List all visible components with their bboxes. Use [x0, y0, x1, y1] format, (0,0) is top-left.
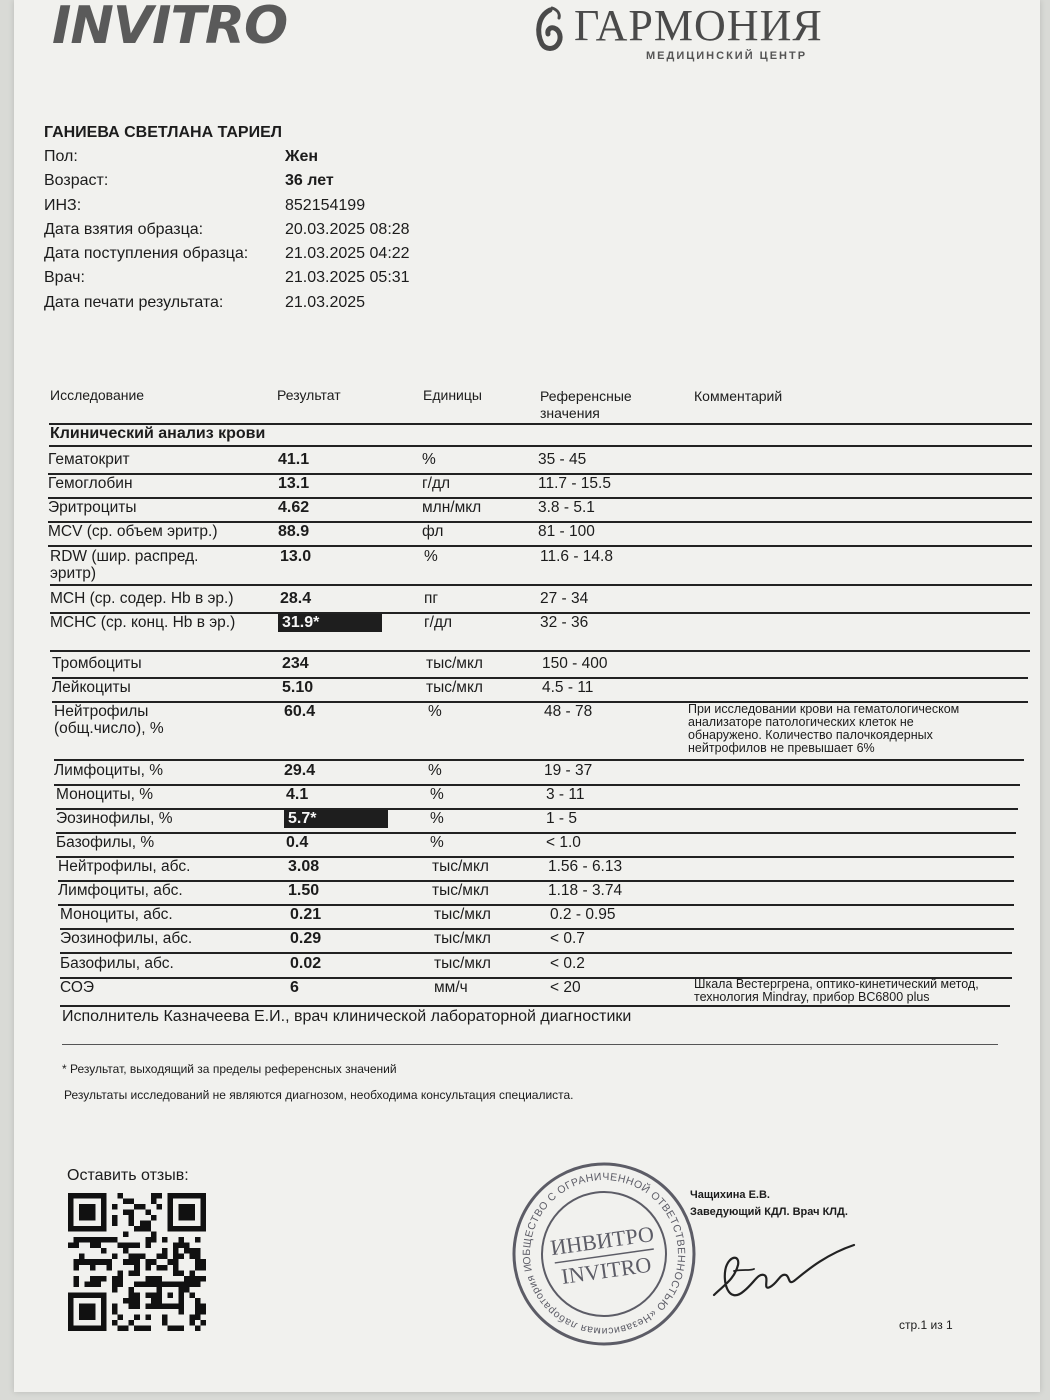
result-value: 1.50: [288, 882, 320, 899]
result-reference: < 0.2: [550, 955, 585, 972]
out-of-range-note: * Результат, выходящий за пределы референсных значений: [62, 1062, 397, 1076]
page-number: стр.1 из 1: [899, 1318, 953, 1332]
section-rule: [49, 445, 1032, 447]
result-reference: 11.6 - 14.8: [540, 548, 613, 565]
row-rule: [58, 904, 1014, 906]
result-unit: %: [428, 703, 442, 720]
result-value: 88.9: [278, 523, 310, 540]
svg-text:ОБЩЕСТВО С ОГРАНИЧЕННОЙ ОТВЕТС: [510, 1160, 698, 1348]
result-reference: 3 - 11: [546, 786, 585, 803]
result-name: Эозинофилы, абс.: [60, 930, 193, 947]
result-reference: 150 - 400: [542, 655, 608, 672]
garmonia-logo-icon: [532, 6, 568, 52]
result-unit: %: [430, 834, 444, 851]
result-value: 60.4: [284, 703, 316, 720]
result-value: 31.9*: [278, 614, 382, 632]
row-rule: [50, 584, 1032, 586]
result-name: Лимфоциты, абс.: [58, 882, 183, 899]
result-unit: мм/ч: [434, 979, 468, 996]
result-reference: 35 - 45: [538, 451, 587, 468]
result-name: Нейтрофилы, абс.: [58, 858, 191, 875]
row-rule: [52, 677, 1028, 679]
result-value: 4.1: [286, 786, 309, 803]
garmonia-logo: [532, 2, 832, 72]
row-rule: [56, 856, 1014, 858]
row-rule: [50, 650, 1030, 652]
result-value: 0.21: [290, 906, 322, 923]
review-label: Оставить отзыв:: [67, 1167, 189, 1184]
info-label: Дата взятия образца:: [44, 220, 204, 238]
result-value: 41.1: [278, 451, 310, 468]
result-name: Моноциты, абс.: [60, 906, 173, 923]
result-value: 29.4: [284, 762, 316, 779]
result-name: Базофилы, %: [56, 834, 155, 851]
info-value: Жен: [285, 148, 319, 165]
info-label: Дата поступления образца:: [44, 245, 249, 263]
signer-name: Чащихина Е.В.: [690, 1189, 770, 1201]
result-reference: 1 - 5: [546, 810, 578, 827]
result-name: Эозинофилы, %: [56, 810, 173, 827]
signer: [690, 1187, 848, 1221]
result-name: RDW (шир. распред. эритр): [50, 548, 199, 582]
invitro-logo: INVITRO: [52, 0, 288, 56]
result-name: Лимфоциты, %: [54, 762, 164, 779]
result-name: Базофилы, абс.: [60, 955, 174, 972]
result-reference: 0.2 - 0.95: [550, 906, 616, 923]
result-value: 3.08: [288, 858, 320, 875]
row-rule: [56, 808, 1018, 810]
result-unit: млн/мкл: [422, 499, 482, 516]
column-header-reference: Референсные: [540, 388, 632, 404]
result-value: 13.1: [278, 475, 310, 492]
result-name: MCH (ср. содер. Hb в эр.): [50, 590, 234, 607]
signer-title: Заведующий КДЛ. Врач КЛД.: [690, 1206, 848, 1218]
result-unit: фл: [422, 523, 444, 540]
result-value: 13.0: [280, 548, 312, 565]
result-reference: 1.18 - 3.74: [548, 882, 623, 899]
invitro-stamp: [510, 1160, 698, 1348]
result-unit: тыс/мкл: [426, 655, 483, 672]
result-unit: тыс/мкл: [434, 955, 491, 972]
info-value: 21.03.2025 05:31: [285, 269, 410, 287]
row-rule: [60, 952, 1012, 954]
info-value: 21.03.2025 04:22: [285, 245, 410, 263]
result-unit: %: [428, 762, 442, 779]
info-label: Дата печати результата:: [44, 293, 224, 311]
result-unit: %: [430, 810, 444, 827]
row-rule: [58, 880, 1014, 882]
info-label: Пол:: [44, 148, 78, 165]
result-unit: тыс/мкл: [434, 930, 491, 947]
info-value: 20.03.2025 08:28: [285, 220, 410, 238]
executor-line: Исполнитель Казначеева Е.И., врач клинической лабораторной диагностики: [62, 1008, 632, 1025]
patient-name: ГАНИЕВА СВЕТЛАНА ТАРИЕЛ: [44, 124, 282, 141]
result-value: 234: [282, 655, 309, 672]
result-reference: 81 - 100: [538, 523, 595, 540]
result-reference: 32 - 36: [540, 614, 589, 631]
executor-rule: [62, 1044, 998, 1045]
row-rule: [56, 832, 1016, 834]
result-unit: тыс/мкл: [426, 679, 483, 696]
result-name: MCV (ср. объем эритр.): [48, 523, 218, 540]
result-value: 28.4: [280, 590, 312, 607]
result-comment: При исследовании крови на гематологическом анализаторе патологических клеток не обнаружено. Количество палочкоядерных нейтрофилов не превышает 6%: [688, 702, 960, 755]
garmonia-logo-name: ГАРМОНИЯ: [574, 1, 823, 50]
qr-code-icon[interactable]: [68, 1193, 206, 1331]
result-reference: < 0.7: [550, 930, 585, 947]
result-value: 0.29: [290, 930, 322, 947]
result-name: Нейтрофилы (общ.число), %: [54, 703, 164, 737]
result-name: Моноциты, %: [56, 786, 154, 803]
result-reference: 4.5 - 11: [542, 679, 594, 696]
row-rule: [54, 759, 1024, 761]
result-value: 0.4: [286, 834, 309, 851]
result-unit: пг: [424, 590, 439, 607]
result-name: MCHC (ср. конц. Hb в эр.): [50, 614, 236, 631]
info-label: ИНЗ:: [44, 196, 82, 214]
result-unit: тыс/мкл: [432, 882, 489, 899]
result-name: Тромбоциты: [52, 655, 142, 672]
column-header-study: Исследование: [50, 387, 145, 403]
result-comment: Шкала Вестергрена, оптико-кинетический метод, технология Mindray, прибор BC6800 plus: [694, 977, 979, 1004]
info-label: Возраст:: [44, 172, 109, 190]
result-unit: %: [422, 451, 436, 468]
stamp-center-bottom: INVITRO: [559, 1251, 653, 1290]
info-value: 852154199: [285, 196, 366, 214]
result-reference: 27 - 34: [540, 590, 589, 607]
info-value: 36 лет: [285, 172, 334, 190]
result-reference: 11.7 - 15.5: [538, 475, 611, 492]
info-value: 21.03.2025: [285, 293, 366, 311]
row-rule: [54, 784, 1020, 786]
row-rule: [60, 928, 1014, 930]
result-name: СОЭ: [60, 979, 95, 996]
result-value: 6: [290, 979, 299, 996]
result-unit: тыс/мкл: [432, 858, 489, 875]
result-unit: %: [430, 786, 444, 803]
lab-report-sheet: [14, 0, 1040, 1392]
column-header-units: Единицы: [423, 387, 482, 403]
column-header-reference-line2: значения: [540, 405, 600, 421]
signature-icon: [704, 1225, 864, 1315]
row-rule: [48, 545, 1032, 547]
column-header-result: Результат: [277, 387, 341, 403]
disclaimer: Результаты исследований не являются диагнозом, необходима консультация специалиста.: [64, 1088, 574, 1102]
result-reference: 19 - 37: [544, 762, 593, 779]
result-unit: г/дл: [424, 614, 453, 631]
result-name: Лейкоциты: [52, 679, 131, 696]
result-reference: 3.8 - 5.1: [538, 499, 595, 516]
stamp-center-top: ИНВИТРО: [548, 1221, 656, 1261]
result-unit: г/дл: [422, 475, 451, 492]
garmonia-logo-subtitle: МЕДИЦИНСКИЙ ЦЕНТР: [646, 50, 808, 62]
result-reference: < 1.0: [546, 834, 581, 851]
result-name: Гематокрит: [48, 451, 130, 468]
section-title: Клинический анализ крови: [50, 425, 266, 442]
result-value: 5.7*: [284, 810, 388, 828]
result-name: Гемоглобин: [48, 475, 133, 492]
row-rule: [60, 1005, 1010, 1007]
result-value: 0.02: [290, 955, 322, 972]
result-reference: 1.56 - 6.13: [548, 858, 623, 875]
result-unit: тыс/мкл: [434, 906, 491, 923]
result-name: Эритроциты: [48, 499, 137, 516]
result-value: 4.62: [278, 499, 310, 516]
result-reference: 48 - 78: [544, 703, 593, 720]
result-unit: %: [424, 548, 438, 565]
table-header: [50, 387, 1030, 423]
info-label: Врач:: [44, 269, 85, 287]
column-header-comment: Комментарий: [694, 388, 783, 404]
result-value: 5.10: [282, 679, 314, 696]
stamp-ring-text: ОБЩЕСТВО С ОГРАНИЧЕННОЙ ОТВЕТСТВЕННОСТЬЮ «Независимая лаборатория ИНВИТРО»: [520, 1170, 688, 1338]
result-reference: < 20: [550, 979, 581, 996]
